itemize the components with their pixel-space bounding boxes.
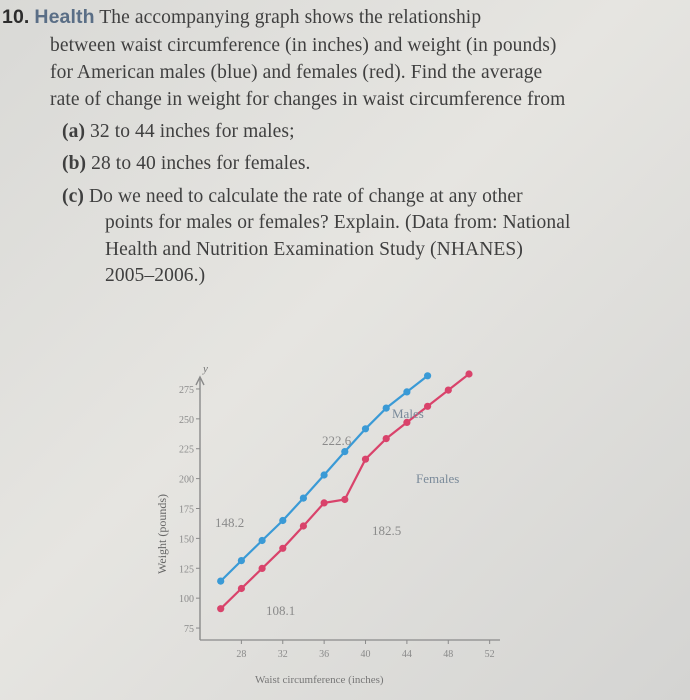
x-tick-label: 40 <box>360 649 371 660</box>
data-point-females <box>238 585 245 592</box>
annotation-108-1: 108.1 <box>266 603 296 618</box>
part-b-label: (b) <box>62 153 87 174</box>
data-point-males <box>279 517 286 524</box>
legend-males: Males <box>392 406 424 421</box>
data-point-females <box>445 387 452 394</box>
part-b-text: 28 to 40 inches for females. <box>91 153 311 174</box>
y-tick-label: 250 <box>179 414 194 426</box>
data-point-females <box>362 456 369 463</box>
y-tick-label: 125 <box>179 564 194 576</box>
data-point-males <box>217 578 224 585</box>
data-point-females <box>259 565 266 572</box>
data-point-females <box>279 545 286 552</box>
data-point-males <box>238 557 245 564</box>
series-line-females <box>221 374 469 609</box>
problem-keyword: Health <box>34 6 95 28</box>
series-females <box>217 370 473 612</box>
y-axis-letter: y <box>203 363 208 375</box>
part-c-label: (c) <box>62 186 84 207</box>
data-point-males <box>321 471 328 478</box>
y-tick-label: 75 <box>184 624 194 636</box>
intro-line: rate of change in weight for changes in waist circumference from <box>50 89 566 110</box>
y-tick-label: 150 <box>179 534 194 546</box>
part-c-line: points for males or females? Explain. (Data from: National <box>105 212 571 233</box>
data-point-males <box>300 495 307 502</box>
data-point-females <box>321 499 328 506</box>
x-tick-label: 44 <box>401 649 412 660</box>
intro-line: between waist circumference (in inches) and weight (in pounds) <box>50 35 557 56</box>
part-c-line: Health and Nutrition Examination Study (NHANES) <box>105 239 523 260</box>
x-tick-label: 36 <box>319 649 330 660</box>
annotation-148-2: 148.2 <box>215 515 245 530</box>
intro-line: for American males (blue) and females (red). Find the average <box>50 62 543 83</box>
y-tick-label: 100 <box>179 594 194 606</box>
data-point-females <box>465 370 472 377</box>
y-tick-label: 225 <box>179 444 194 456</box>
data-point-females <box>341 496 348 503</box>
x-tick-label: 32 <box>277 649 288 660</box>
y-tick-label: 275 <box>179 384 194 396</box>
data-point-males <box>383 405 390 412</box>
y-tick-label: 200 <box>179 474 194 486</box>
data-point-females <box>424 403 431 410</box>
x-tick-label: 48 <box>443 649 454 660</box>
x-tick-label: 52 <box>484 649 495 660</box>
annotation-182-5: 182.5 <box>372 523 402 538</box>
y-tick-label: 175 <box>179 504 194 516</box>
part-a-text: 32 to 44 inches for males; <box>90 121 295 142</box>
intro-line: The accompanying graph shows the relationship <box>99 7 482 28</box>
data-point-males <box>403 388 410 395</box>
series-males <box>217 372 431 585</box>
data-point-males <box>424 372 431 379</box>
x-tick-label: 28 <box>236 649 247 660</box>
problem-number: 10. <box>2 6 30 28</box>
y-axis-title: Weight (pounds) <box>155 493 169 574</box>
part-c-line: 2005–2006.) <box>105 265 206 286</box>
data-point-females <box>217 605 224 612</box>
annotation-222-6: 222.6 <box>322 433 352 448</box>
data-point-females <box>300 522 307 529</box>
part-c-line: Do we need to calculate the rate of change at any other <box>88 186 523 207</box>
data-point-males <box>259 537 266 544</box>
data-point-males <box>341 448 348 455</box>
x-axis-title: Waist circumference (inches) <box>255 674 384 686</box>
part-a-label: (a) <box>62 121 86 142</box>
legend-females: Females <box>416 471 460 486</box>
chart-series <box>217 370 473 612</box>
data-point-males <box>362 425 369 432</box>
data-point-females <box>383 435 390 442</box>
